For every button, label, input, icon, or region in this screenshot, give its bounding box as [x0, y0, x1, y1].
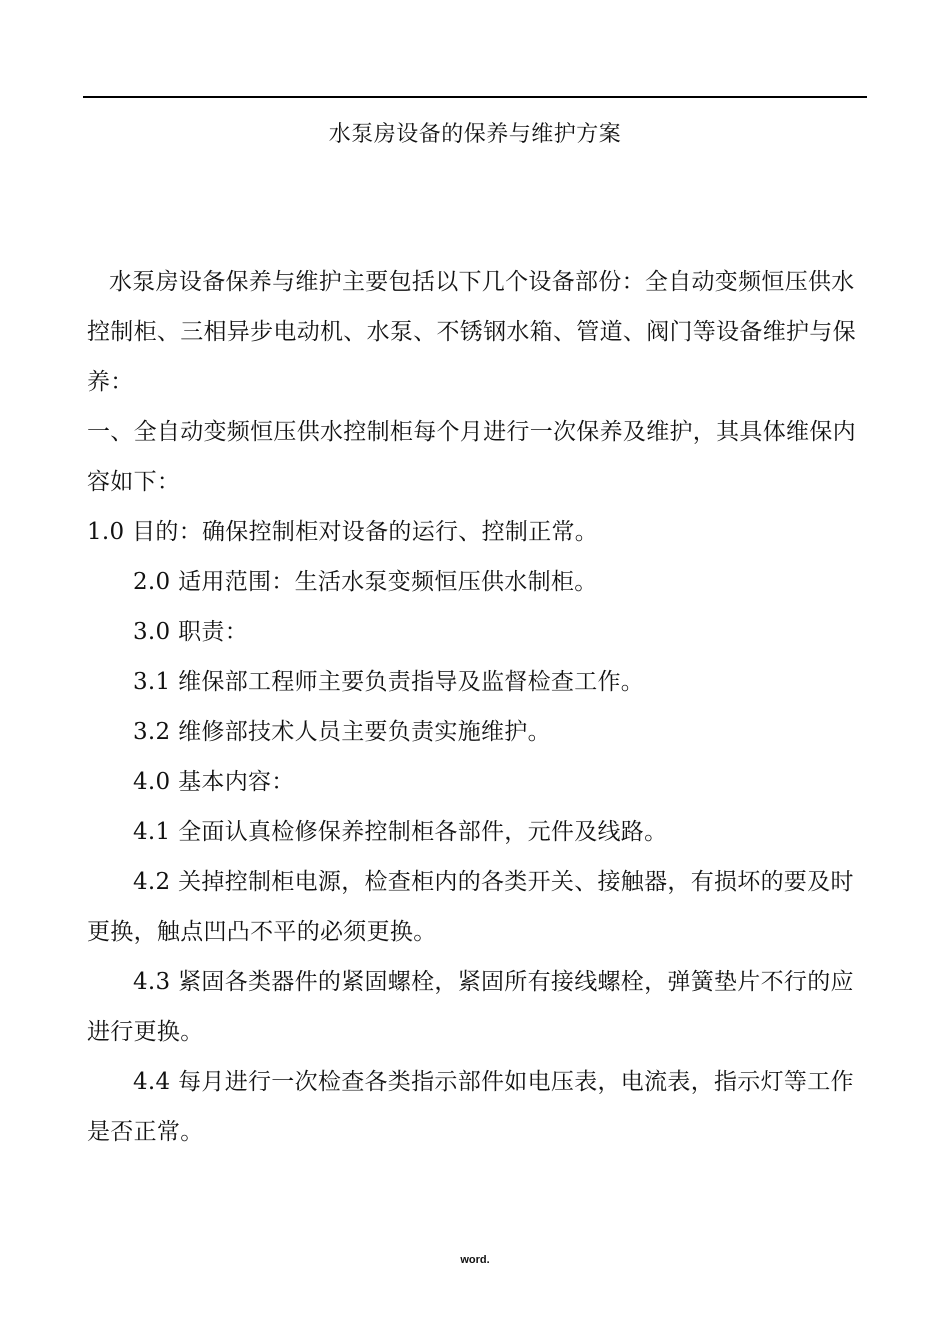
section-heading: 一、全自动变频恒压供水控制柜每个月进行一次保养及维护，其具体维保内容如下：: [87, 419, 856, 495]
item-purpose: 1.0 目的：确保控制柜对设备的运行、控制正常。: [87, 519, 599, 545]
intro-paragraph: 水泵房设备保养与维护主要包括以下几个设备部份：全自动变频恒压供水控制柜、三相异步电动机、水泵、不锈钢水箱、管道、阀门等设备维护与保养：: [87, 269, 856, 395]
document-body: [87, 257, 862, 1157]
item-responsibility-3-1: 3.1 维保部工程师主要负责指导及监督检查工作。: [133, 669, 645, 695]
item-content-4-2: 4.2 关掉控制柜电源，检查柜内的各类开关、接触器，有损坏的要及时更换，触点凹凸不平的必须更换。: [87, 869, 854, 945]
item-basic-content: 4.0 基本内容：: [133, 769, 295, 795]
header-rule: [83, 96, 867, 98]
item-content-4-3: 4.3 紧固各类器件的紧固螺栓，紧固所有接线螺栓，弹簧垫片不行的应进行更换。: [87, 969, 854, 1045]
item-responsibility-3-2: 3.2 维修部技术人员主要负责实施维护。: [133, 719, 551, 745]
footer-mark: word.: [460, 1254, 490, 1266]
item-scope: 2.0 适用范围：生活水泵变频恒压供水制柜。: [133, 569, 598, 595]
item-responsibility: 3.0 职责：: [133, 619, 248, 645]
item-content-4-1: 4.1 全面认真检修保养控制柜各部件，元件及线路。: [133, 819, 668, 845]
item-content-4-4: 4.4 每月进行一次检查各类指示部件如电压表，电流表，指示灯等工作是否正常。: [87, 1069, 854, 1145]
document-title: 水泵房设备的保养与维护方案: [328, 122, 622, 147]
